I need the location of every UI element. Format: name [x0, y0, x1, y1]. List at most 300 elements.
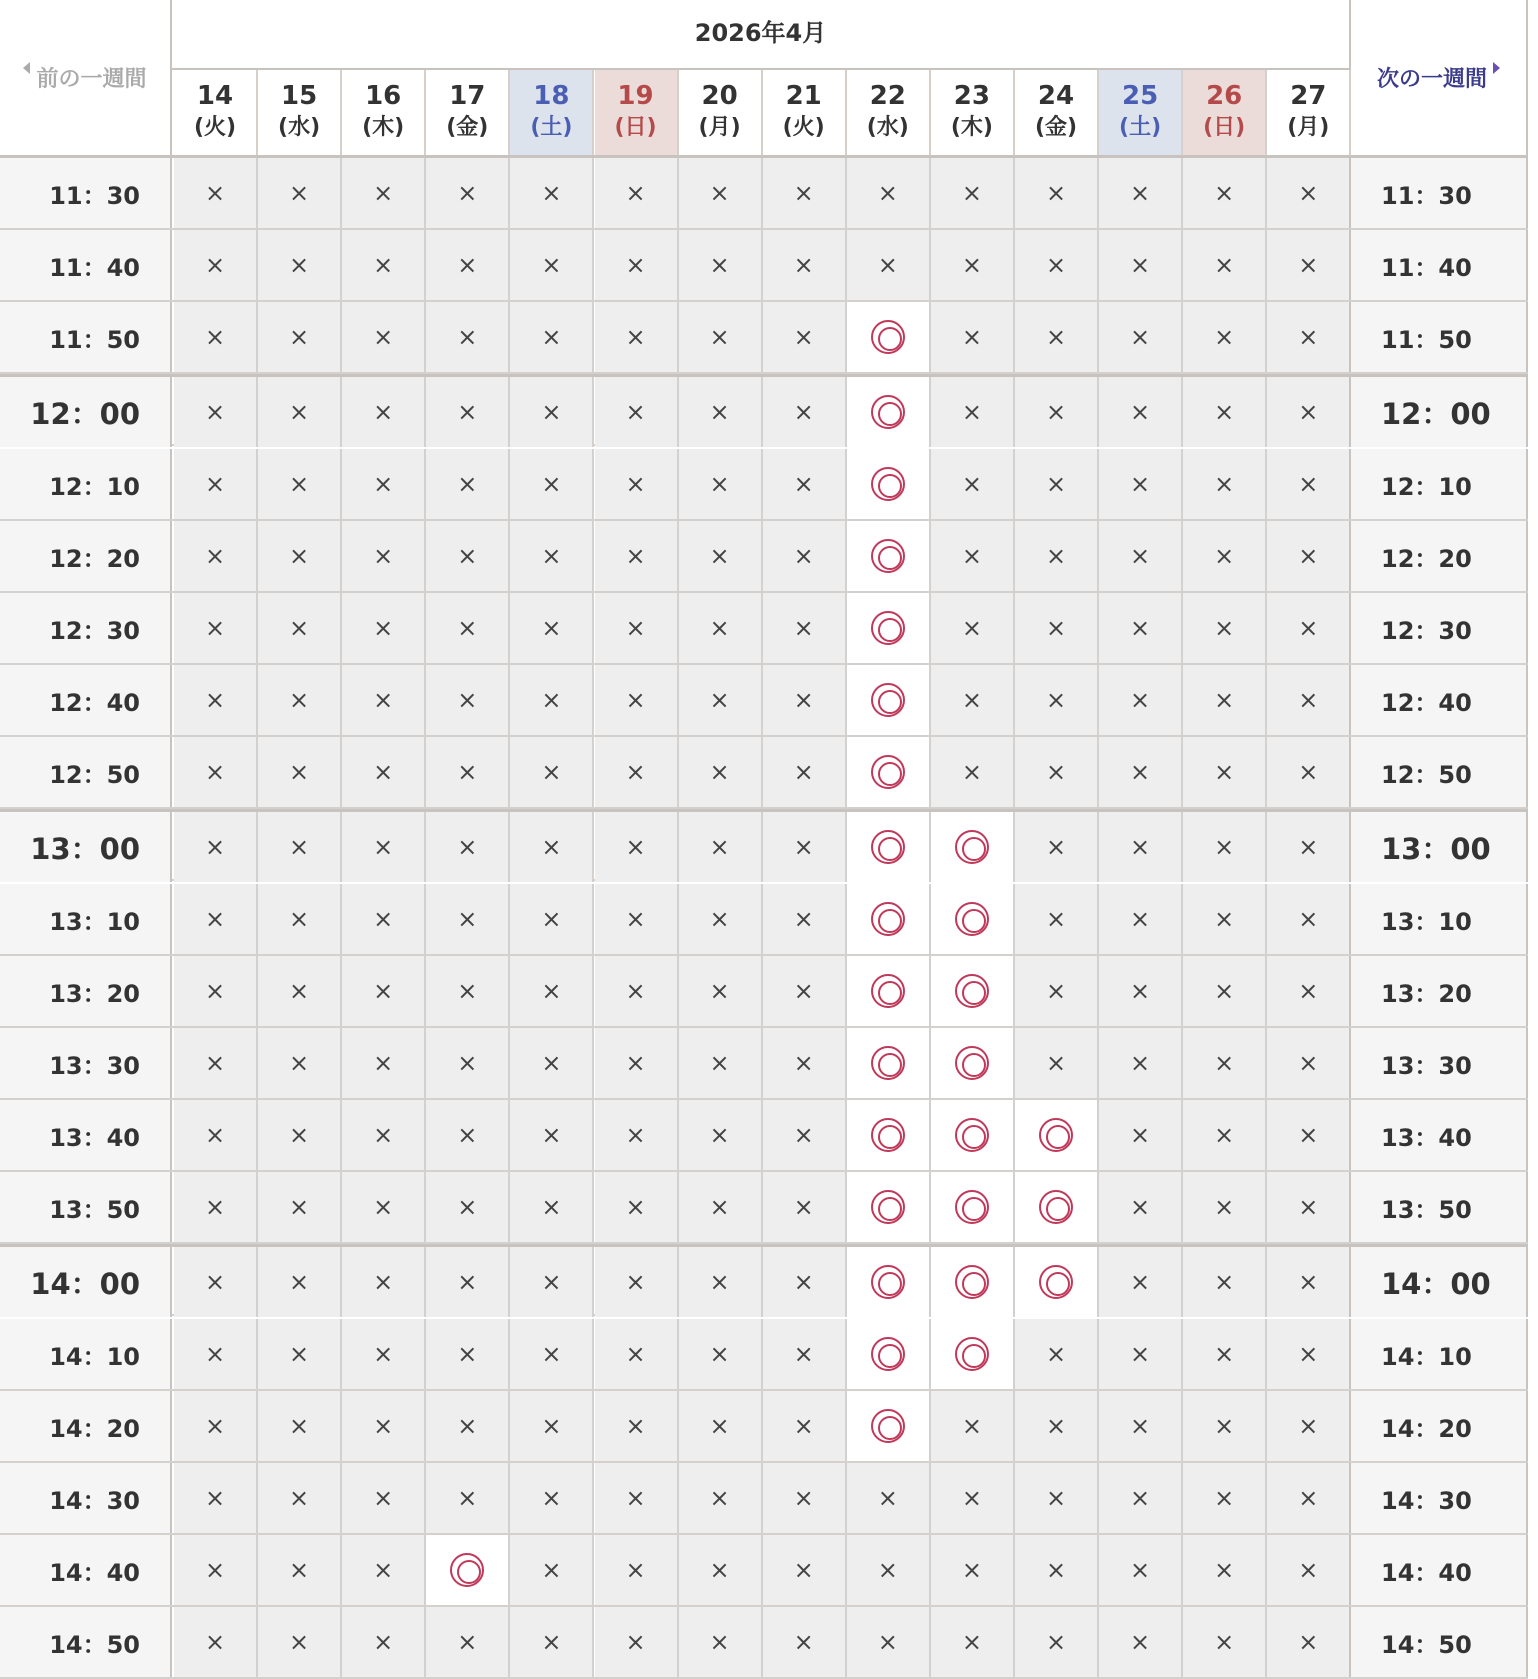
available-slot[interactable]	[847, 1391, 931, 1461]
available-slot[interactable]	[847, 449, 931, 519]
next-week-label: 次の一週間	[1376, 67, 1487, 92]
unavailable-slot	[1099, 737, 1183, 807]
double-circle-icon	[1039, 1265, 1073, 1299]
unavailable-slot	[174, 665, 258, 735]
time-label-right: 13：10	[1349, 884, 1528, 954]
unavailable-slot	[931, 302, 1015, 372]
cross-icon: ×	[793, 1484, 814, 1512]
cross-icon: ×	[793, 470, 814, 498]
day-number: 15	[281, 81, 318, 111]
unavailable-slot	[1015, 1028, 1099, 1098]
cross-icon: ×	[289, 833, 310, 861]
available-slot[interactable]	[847, 812, 931, 882]
unavailable-slot	[342, 665, 426, 735]
day-number: 25	[1122, 81, 1159, 111]
time-label-left: 13：20	[0, 956, 172, 1026]
cross-icon: ×	[793, 323, 814, 351]
unavailable-slot	[1267, 1535, 1351, 1605]
cross-icon: ×	[541, 1412, 562, 1440]
unavailable-slot	[1099, 593, 1183, 663]
time-label-right: 14：30	[1349, 1463, 1528, 1533]
unavailable-slot	[1183, 665, 1267, 735]
time-slot-row	[0, 1319, 1528, 1391]
available-slot[interactable]	[847, 1028, 931, 1098]
unavailable-slot	[1015, 230, 1099, 300]
cross-icon: ×	[457, 542, 478, 570]
cross-icon: ×	[289, 614, 310, 642]
cross-icon: ×	[1130, 1121, 1151, 1149]
cross-icon: ×	[793, 1121, 814, 1149]
double-circle-icon	[450, 1553, 484, 1587]
time-label-right: 14：20	[1349, 1391, 1528, 1461]
cross-icon: ×	[204, 470, 226, 498]
unavailable-slot	[426, 1172, 510, 1242]
cross-icon: ×	[204, 323, 226, 351]
cross-icon: ×	[204, 1628, 226, 1656]
available-slot[interactable]	[847, 1172, 931, 1242]
cross-icon: ×	[709, 179, 730, 207]
unavailable-slot	[1267, 449, 1351, 519]
unavailable-slot	[595, 1535, 679, 1605]
unavailable-slot	[679, 302, 763, 372]
cross-icon: ×	[1045, 1412, 1067, 1440]
cross-icon: ×	[204, 542, 226, 570]
cross-icon: ×	[1045, 905, 1067, 933]
unavailable-slot	[510, 593, 594, 663]
unavailable-slot	[174, 1319, 258, 1389]
available-slot[interactable]	[847, 302, 931, 372]
unavailable-slot	[931, 1463, 1015, 1533]
unavailable-slot	[1015, 302, 1099, 372]
unavailable-slot	[1267, 521, 1351, 591]
double-circle-icon	[871, 1190, 905, 1224]
unavailable-slot	[847, 1463, 931, 1533]
unavailable-slot	[1015, 449, 1099, 519]
unavailable-slot	[1015, 665, 1099, 735]
cross-icon: ×	[457, 758, 478, 786]
unavailable-slot	[1015, 1463, 1099, 1533]
unavailable-slot	[679, 956, 763, 1026]
unavailable-slot	[1099, 1100, 1183, 1170]
cross-icon: ×	[625, 833, 646, 861]
cross-icon: ×	[1214, 1193, 1235, 1221]
cross-icon: ×	[1130, 1484, 1151, 1512]
cross-icon: ×	[1298, 470, 1319, 498]
double-circle-icon	[871, 395, 905, 429]
unavailable-slot	[1183, 593, 1267, 663]
cross-icon: ×	[961, 179, 982, 207]
unavailable-slot	[679, 230, 763, 300]
available-slot[interactable]	[847, 884, 931, 954]
unavailable-slot	[510, 1100, 594, 1170]
unavailable-slot	[258, 1607, 342, 1677]
cross-icon: ×	[793, 1628, 814, 1656]
available-slot[interactable]	[931, 812, 1015, 882]
cross-icon: ×	[457, 1484, 478, 1512]
cross-icon: ×	[1045, 179, 1067, 207]
unavailable-slot	[258, 1028, 342, 1098]
cross-icon: ×	[625, 398, 646, 426]
available-slot[interactable]	[931, 1028, 1015, 1098]
cross-icon: ×	[961, 1484, 982, 1512]
unavailable-slot	[174, 956, 258, 1026]
unavailable-slot	[931, 449, 1015, 519]
cross-icon: ×	[1045, 398, 1067, 426]
unavailable-slot	[1183, 1247, 1267, 1317]
unavailable-slot	[258, 521, 342, 591]
unavailable-slot	[510, 302, 594, 372]
unavailable-slot	[258, 1391, 342, 1461]
unavailable-slot	[342, 593, 426, 663]
day-header	[847, 70, 931, 155]
cross-icon: ×	[457, 1628, 478, 1656]
day-weekday: (日)	[1203, 115, 1246, 140]
cross-icon: ×	[1298, 1484, 1319, 1512]
unavailable-slot	[1183, 1172, 1267, 1242]
unavailable-slot	[679, 737, 763, 807]
cross-icon: ×	[1214, 686, 1235, 714]
cross-icon: ×	[457, 1268, 478, 1296]
time-label-left: 11：40	[0, 230, 172, 300]
cross-icon: ×	[373, 1340, 394, 1368]
unavailable-slot	[595, 593, 679, 663]
unavailable-slot	[1015, 377, 1099, 447]
time-label-right: 13：40	[1349, 1100, 1528, 1170]
time-label-left: 13：40	[0, 1100, 172, 1170]
day-header	[595, 70, 679, 155]
cross-icon: ×	[373, 470, 394, 498]
unavailable-slot	[174, 377, 258, 447]
unavailable-slot	[1099, 1247, 1183, 1317]
unavailable-slot	[258, 1535, 342, 1605]
unavailable-slot	[426, 449, 510, 519]
cross-icon: ×	[373, 1121, 394, 1149]
unavailable-slot	[1267, 665, 1351, 735]
unavailable-slot	[258, 1319, 342, 1389]
unavailable-slot	[679, 1319, 763, 1389]
unavailable-slot	[342, 956, 426, 1026]
cross-icon: ×	[541, 179, 562, 207]
unavailable-slot	[1099, 1319, 1183, 1389]
unavailable-slot	[426, 956, 510, 1026]
unavailable-slot	[342, 1463, 426, 1533]
double-circle-icon	[871, 320, 905, 354]
unavailable-slot	[1099, 377, 1183, 447]
cross-icon: ×	[709, 977, 730, 1005]
double-circle-icon	[871, 1118, 905, 1152]
time-slot-row	[0, 302, 1528, 374]
cross-icon: ×	[289, 758, 310, 786]
cross-icon: ×	[961, 542, 982, 570]
unavailable-slot	[1183, 1028, 1267, 1098]
time-label-left: 14：50	[0, 1607, 172, 1677]
cross-icon: ×	[541, 758, 562, 786]
available-slot[interactable]	[847, 1100, 931, 1170]
unavailable-slot	[1267, 737, 1351, 807]
cross-icon: ×	[457, 1121, 478, 1149]
unavailable-slot	[1183, 1391, 1267, 1461]
cross-icon: ×	[457, 179, 478, 207]
unavailable-slot	[1183, 737, 1267, 807]
cross-icon: ×	[1130, 1628, 1151, 1656]
time-slot-row	[0, 665, 1528, 737]
unavailable-slot	[426, 521, 510, 591]
unavailable-slot	[763, 1463, 847, 1533]
unavailable-slot	[342, 1028, 426, 1098]
cross-icon: ×	[204, 1049, 226, 1077]
cross-icon: ×	[709, 833, 730, 861]
cross-icon: ×	[289, 1193, 310, 1221]
cross-icon: ×	[373, 179, 394, 207]
day-number: 27	[1290, 81, 1327, 111]
day-weekday: (水)	[278, 115, 321, 140]
unavailable-slot	[1015, 158, 1099, 228]
cross-icon: ×	[289, 179, 310, 207]
unavailable-slot	[174, 449, 258, 519]
cross-icon: ×	[961, 1556, 982, 1584]
available-slot[interactable]	[931, 1247, 1015, 1317]
cross-icon: ×	[793, 977, 814, 1005]
unavailable-slot	[763, 1172, 847, 1242]
available-slot[interactable]	[1015, 1247, 1099, 1317]
available-slot[interactable]	[1015, 1172, 1099, 1242]
cross-icon: ×	[289, 542, 310, 570]
available-slot[interactable]	[931, 1172, 1015, 1242]
time-slot-row	[0, 1244, 1528, 1316]
cross-icon: ×	[373, 758, 394, 786]
cross-icon: ×	[793, 1412, 814, 1440]
time-label-left: 12：40	[0, 665, 172, 735]
double-circle-icon	[871, 683, 905, 717]
unavailable-slot	[174, 302, 258, 372]
unavailable-slot	[1267, 884, 1351, 954]
cross-icon: ×	[1130, 614, 1151, 642]
cross-icon: ×	[457, 470, 478, 498]
cross-icon: ×	[204, 1412, 226, 1440]
cross-icon: ×	[457, 833, 478, 861]
next-week-button[interactable]	[1349, 0, 1528, 155]
unavailable-slot	[174, 1247, 258, 1317]
unavailable-slot	[258, 1247, 342, 1317]
unavailable-slot	[1015, 956, 1099, 1026]
cross-icon: ×	[793, 833, 814, 861]
time-label-right: 11：50	[1349, 302, 1528, 372]
chevron-left-icon	[23, 62, 30, 74]
double-circle-icon	[955, 1190, 989, 1224]
day-number: 26	[1206, 81, 1243, 111]
cross-icon: ×	[625, 614, 646, 642]
double-circle-icon	[955, 974, 989, 1008]
cross-icon: ×	[793, 1556, 814, 1584]
time-label-right: 13：50	[1349, 1172, 1528, 1242]
cross-icon: ×	[1214, 542, 1235, 570]
unavailable-slot	[1267, 1463, 1351, 1533]
unavailable-slot	[1267, 1028, 1351, 1098]
cross-icon: ×	[1045, 1556, 1067, 1584]
unavailable-slot	[510, 230, 594, 300]
cross-icon: ×	[1045, 758, 1067, 786]
available-slot[interactable]	[847, 956, 931, 1026]
unavailable-slot	[426, 1391, 510, 1461]
available-slot[interactable]	[931, 884, 1015, 954]
unavailable-slot	[679, 812, 763, 882]
unavailable-slot	[174, 1535, 258, 1605]
unavailable-slot	[426, 1463, 510, 1533]
cross-icon: ×	[709, 1193, 730, 1221]
cross-icon: ×	[1214, 614, 1235, 642]
cross-icon: ×	[204, 833, 226, 861]
cross-icon: ×	[709, 1412, 730, 1440]
cross-icon: ×	[877, 1556, 898, 1584]
unavailable-slot	[595, 1319, 679, 1389]
cross-icon: ×	[204, 1193, 226, 1221]
available-slot[interactable]	[847, 521, 931, 591]
unavailable-slot	[510, 665, 594, 735]
unavailable-slot	[763, 1100, 847, 1170]
unavailable-slot	[510, 1028, 594, 1098]
cross-icon: ×	[1298, 179, 1319, 207]
unavailable-slot	[510, 1607, 594, 1677]
day-number: 14	[196, 81, 234, 111]
unavailable-slot	[595, 884, 679, 954]
cross-icon: ×	[373, 1193, 394, 1221]
cross-icon: ×	[1298, 686, 1319, 714]
cross-icon: ×	[793, 1340, 814, 1368]
unavailable-slot	[679, 1535, 763, 1605]
double-circle-icon	[871, 830, 905, 864]
unavailable-slot	[258, 377, 342, 447]
cross-icon: ×	[793, 398, 814, 426]
double-circle-icon	[955, 1265, 989, 1299]
available-slot[interactable]	[931, 956, 1015, 1026]
day-weekday: (土)	[1119, 115, 1162, 140]
cross-icon: ×	[541, 1340, 562, 1368]
available-slot[interactable]	[426, 1535, 510, 1605]
cross-icon: ×	[1130, 1193, 1151, 1221]
cross-icon: ×	[1298, 251, 1319, 279]
time-label-right: 11：40	[1349, 230, 1528, 300]
unavailable-slot	[174, 884, 258, 954]
unavailable-slot	[174, 593, 258, 663]
day-weekday: (木)	[950, 115, 993, 140]
unavailable-slot	[1183, 158, 1267, 228]
cross-icon: ×	[373, 1556, 394, 1584]
cross-icon: ×	[1130, 1268, 1151, 1296]
available-slot[interactable]	[931, 1319, 1015, 1389]
unavailable-slot	[258, 593, 342, 663]
cross-icon: ×	[1298, 833, 1319, 861]
unavailable-slot	[510, 449, 594, 519]
available-slot[interactable]	[847, 1247, 931, 1317]
unavailable-slot	[174, 1391, 258, 1461]
unavailable-slot	[174, 812, 258, 882]
unavailable-slot	[595, 1100, 679, 1170]
double-circle-icon	[871, 1265, 905, 1299]
cross-icon: ×	[1214, 179, 1235, 207]
unavailable-slot	[1183, 956, 1267, 1026]
unavailable-slot	[763, 812, 847, 882]
unavailable-slot	[1183, 230, 1267, 300]
cross-icon: ×	[1298, 614, 1319, 642]
unavailable-slot	[679, 1100, 763, 1170]
cross-icon: ×	[457, 1193, 478, 1221]
unavailable-slot	[763, 302, 847, 372]
time-label-left: 11：50	[0, 302, 172, 372]
unavailable-slot	[1015, 1607, 1099, 1677]
cross-icon: ×	[541, 398, 562, 426]
time-slot-row	[0, 1607, 1528, 1679]
unavailable-slot	[342, 1391, 426, 1461]
cross-icon: ×	[1130, 833, 1151, 861]
available-slot[interactable]	[847, 737, 931, 807]
cross-icon: ×	[457, 977, 478, 1005]
day-weekday: (水)	[866, 115, 909, 140]
cross-icon: ×	[1298, 398, 1319, 426]
cross-icon: ×	[625, 1193, 646, 1221]
available-slot[interactable]	[847, 1319, 931, 1389]
time-slot-row	[0, 1535, 1528, 1607]
time-label-left: 13：10	[0, 884, 172, 954]
cross-icon: ×	[289, 1556, 310, 1584]
unavailable-slot	[1183, 302, 1267, 372]
unavailable-slot	[426, 377, 510, 447]
unavailable-slot	[1099, 230, 1183, 300]
day-number: 16	[365, 81, 402, 111]
cross-icon: ×	[1045, 833, 1067, 861]
cross-icon: ×	[877, 1628, 898, 1656]
cross-icon: ×	[373, 686, 394, 714]
unavailable-slot	[1099, 1391, 1183, 1461]
unavailable-slot	[258, 956, 342, 1026]
unavailable-slot	[595, 1607, 679, 1677]
unavailable-slot	[847, 230, 931, 300]
available-slot[interactable]	[847, 665, 931, 735]
cross-icon: ×	[373, 1412, 394, 1440]
cross-icon: ×	[625, 251, 646, 279]
day-weekday: (月)	[698, 115, 741, 140]
cross-icon: ×	[625, 1628, 646, 1656]
cross-icon: ×	[709, 686, 730, 714]
unavailable-slot	[1099, 158, 1183, 228]
time-slot-row	[0, 449, 1528, 521]
cross-icon: ×	[1045, 1484, 1067, 1512]
cross-icon: ×	[709, 542, 730, 570]
available-slot[interactable]	[1015, 1100, 1099, 1170]
day-number: 21	[785, 81, 822, 111]
unavailable-slot	[258, 737, 342, 807]
available-slot[interactable]	[931, 1100, 1015, 1170]
unavailable-slot	[763, 593, 847, 663]
unavailable-slot	[510, 1463, 594, 1533]
unavailable-slot	[1267, 158, 1351, 228]
day-weekday: (金)	[1034, 115, 1078, 140]
cross-icon: ×	[877, 251, 898, 279]
available-slot[interactable]	[847, 593, 931, 663]
cross-icon: ×	[204, 179, 226, 207]
day-number: 18	[533, 81, 570, 111]
cross-icon: ×	[541, 1049, 562, 1077]
cross-icon: ×	[1130, 398, 1151, 426]
prev-week-button[interactable]	[0, 0, 172, 155]
double-circle-icon	[871, 611, 905, 645]
available-slot[interactable]	[847, 377, 931, 447]
unavailable-slot	[342, 1172, 426, 1242]
time-slot-row	[0, 521, 1528, 593]
cross-icon: ×	[541, 1556, 562, 1584]
unavailable-slot	[1267, 1319, 1351, 1389]
cross-icon: ×	[1214, 758, 1235, 786]
cross-icon: ×	[961, 686, 982, 714]
